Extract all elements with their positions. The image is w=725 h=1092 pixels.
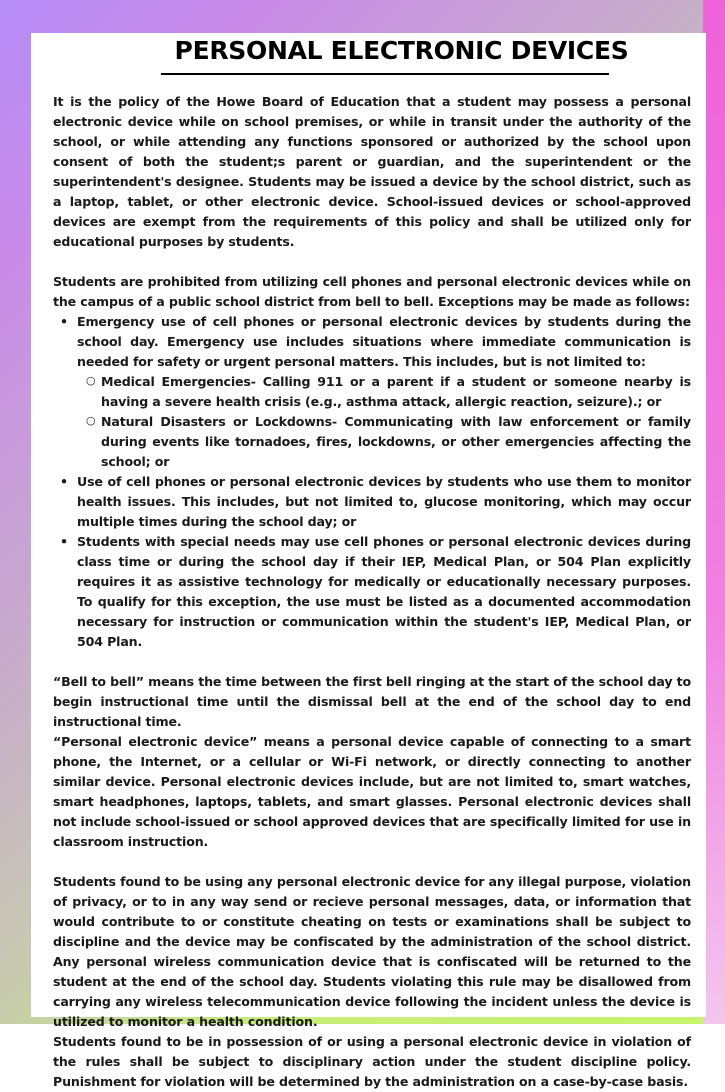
exception-subitem-disasters — [53, 412, 691, 472]
document-body — [53, 92, 691, 1092]
gradient-frame-right — [703, 0, 725, 1024]
subitem-text: Medical Emergencies- Calling 911 or a parent if a student or someone nearby is having a severe health crisis (e.g., asthma attack, allergic reaction, seizure).; or — [101, 374, 691, 409]
exception-special-needs — [53, 532, 691, 652]
prohibition-paragraph: Students are prohibited from utilizing cell phones and personal electronic devices while on the campus of a public school district from bell to bell. Exceptions may be made as follows: — [53, 274, 691, 309]
paragraph-gap — [53, 852, 691, 872]
exception-text: Emergency use of cell phones or personal electronic devices by students during the school day. Emergency use includes situations where immediate communication is needed for safety or urgent personal matters. This includes, but is not limited to: — [77, 314, 691, 369]
exception-subitem-medical — [53, 372, 691, 412]
illegal-use-paragraph: Students found to be using any personal electronic device for any illegal purpose, violation of privacy, or to in any way send or recieve personal messages, data, or information that would contribute to or constitute cheating on tests or examinations shall be subject to discipline and the device may be confiscated by the administration of the school district. Any personal wireless communication device that is confiscated will be returned to the student at the end of the school day. Students violating this rule may be disallowed from carrying any wireless telecommunication device following the incident unless the device is utilized to monitor a health condition. — [53, 874, 691, 1029]
exceptions-list — [53, 312, 691, 652]
title-underline — [161, 73, 609, 75]
emergency-sublist — [77, 372, 691, 472]
exception-text: Students with special needs may use cell phones or personal electronic devices during class time or during the school day if their IEP, Medical Plan, or 504 Plan explicitly requires it as assistive technology for medically or educationally necessary purposes. To qualify for this exception, the use must be listed as a documented accommodation necessary for instruction or communication within the student's IEP, Medical Plan, or 504 Plan. — [77, 534, 691, 649]
page-title: PERSONAL ELECTRONIC DEVICES — [174, 36, 629, 65]
definition-device-paragraph: “Personal electronic device” means a personal device capable of connecting to a smart phone, the Internet, or a cellular or Wi-Fi network, or directly connecting to another similar device. Personal electronic devices include, but are not limited to, smart watches, smart headphones, laptops, tablets, and smart glasses. Personal electronic devices shall not include school-issued or school approved devices that are specifically limited for use in classroom instruction. — [53, 734, 691, 849]
paragraph-gap — [53, 652, 691, 672]
exception-text: Use of cell phones or personal electronic devices by students who use them to monitor health issues. This includes, but not limited to, glucose monitoring, which may occur multiple times during the school day; or — [77, 474, 691, 529]
exception-emergency — [53, 312, 691, 472]
document-page — [31, 33, 706, 1089]
exception-health — [53, 472, 691, 532]
definition-bell-paragraph: “Bell to bell” means the time between the first bell ringing at the start of the school day to begin instructional time until the dismissal bell at the end of the school day to end instructional time. — [53, 674, 691, 729]
bullet-icon: • — [60, 534, 68, 549]
violation-paragraph: Students found to be in possession of or using a personal electronic device in violation of the rules shall be subject to disciplinary action under the student discipline policy. Punishment for violation will be determined by the administration on a case-by-case basis. — [53, 1034, 691, 1089]
paragraph-gap — [53, 252, 691, 272]
subitem-text: Natural Disasters or Lockdowns- Communicating with law enforcement or family during events like tornadoes, fires, lockdowns, or other emergencies affecting the school; or — [101, 414, 691, 469]
bullet-icon: • — [60, 314, 68, 329]
circle-bullet-icon: ○ — [86, 374, 96, 387]
intro-paragraph: It is the policy of the Howe Board of Education that a student may possess a personal electronic device while on school premises, or while in transit under the authority of the school, or while attending any functions sponsored or authorized by the school upon consent of both the student;s parent or guardian, and the superintendent or the superintendent's designee. Students may be issued a device by the school district, such as a laptop, tablet, or other electronic device. School-issued devices or school-approved devices are exempt from the requirements of this policy and shall be utilized only for educational purposes by students. — [53, 94, 691, 249]
circle-bullet-icon: ○ — [86, 414, 96, 427]
bullet-icon: • — [60, 474, 68, 489]
